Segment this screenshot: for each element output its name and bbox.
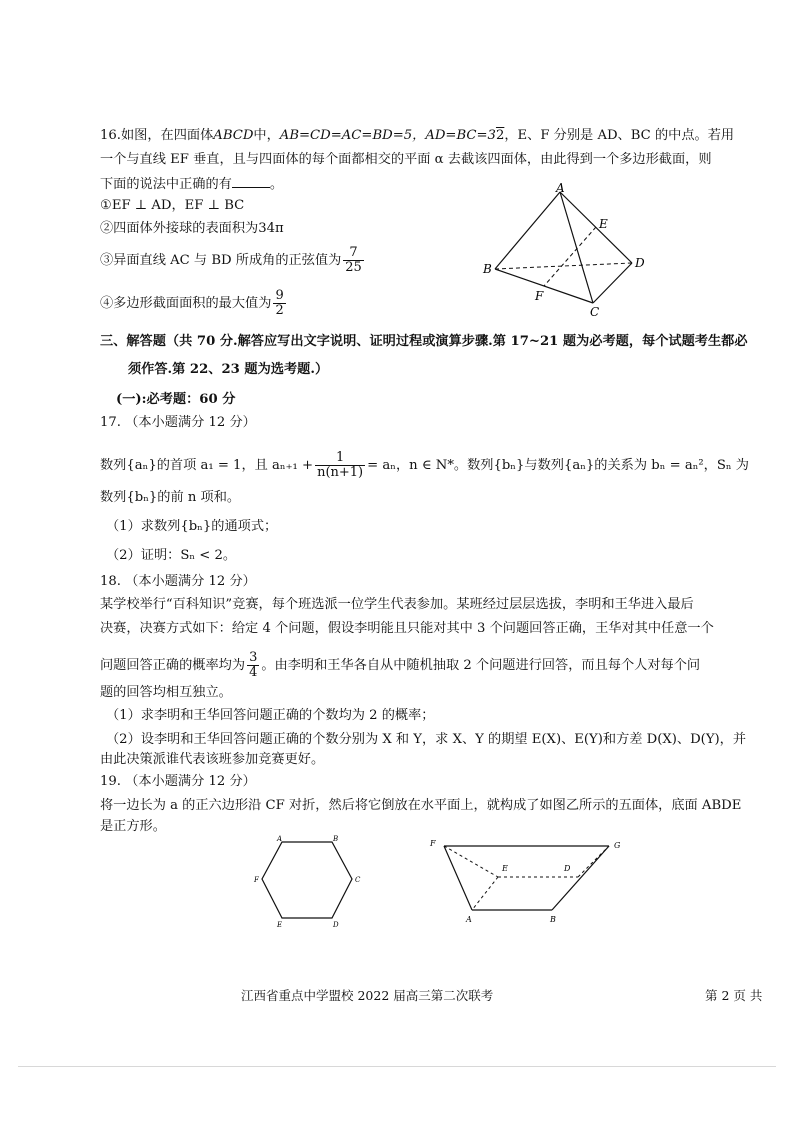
solid-label-B: B — [550, 915, 556, 924]
q18-line4: 题的回答均相互独立。 — [100, 685, 232, 700]
answer-blank — [232, 175, 270, 188]
label-D: D — [635, 256, 645, 270]
footer-page-number: 第 2 页 共 — [705, 988, 763, 1003]
label-B: B — [483, 262, 492, 276]
hexagon-figure — [252, 832, 362, 932]
page-divider — [18, 1066, 776, 1067]
tetrahedron-figure — [480, 182, 660, 317]
solid-label-G: G — [614, 841, 621, 850]
q16-option-2: ②四面体外接球的表面积为34π — [100, 221, 284, 236]
q18-heading: 18. （本小题满分 12 分） — [100, 574, 256, 589]
q18-part2: （2）设李明和王华回答问题正确的个数分别为 X 和 Y，求 X、Y 的期望 E(X)、E(Y)和方差 D(X)、D(Y)，并 — [106, 732, 747, 747]
q16-option-4: ④多边形截面面积的最大值为 $\frac{9}{2}$ — [100, 288, 284, 318]
q18-part1: （1）求李明和王华回答问题正确的个数均为 2 的概率； — [106, 708, 435, 723]
q17-line1: 数列{aₙ}的首项 a₁ = 1，且 aₙ₊₁ + $\frac{1}{n(n+1)}$ = aₙ，n ∈ N*。数列{bₙ}与数列{aₙ}的关系为 bₙ = aₙ²，Sₙ 为 — [100, 450, 749, 480]
q16-line3: 下面的说法中正确的有 。 — [100, 177, 284, 192]
hex-label-A: A — [277, 835, 283, 843]
q16-line1: 16.如图，在四面体ABCD中，AB=CD=AC=BD=5，AD=BC=32，E、F 分别是 AD、BC 的中点。若用 — [100, 128, 735, 143]
q18-line1: 某学校举行“百科知识”竞赛，每个班选派一位学生代表参加。某班经过层层选拔，李明和王华进入最后 — [100, 597, 694, 612]
q18-part2-cont: 由此决策派谁代表该班参加竞赛更好。 — [100, 752, 325, 767]
q17-part1: （1）求数列{bₙ}的通项式； — [106, 519, 278, 534]
solid-label-D: D — [564, 864, 571, 873]
q16-option-3: ③异面直线 AC 与 BD 所成角的正弦值为 $\frac{7}{25}$ — [100, 245, 362, 275]
q18-line3: 问题回答正确的概率均为 $\frac{3}{4}$ 。由李明和王华各自从中随机抽取 2 个问题进行回答，而且每个人对每个问 — [100, 650, 701, 680]
q17-heading: 17. （本小题满分 12 分） — [100, 415, 256, 430]
solid-label-F: F — [430, 839, 436, 848]
hex-label-E: E — [277, 921, 283, 929]
hex-label-D: D — [333, 921, 339, 929]
q16-line2: 一个与直线 EF 垂直，且与四面体的每个面都相交的平面 α 去截该四面体，由此得到一个多边形截面，则 — [100, 152, 712, 167]
solid-label-E: E — [502, 864, 508, 873]
hex-label-F: F — [254, 876, 259, 884]
pentahedron-figure — [422, 832, 632, 927]
q18-line2: 决赛，决赛方式如下：给定 4 个问题，假设李明能且只能对其中 3 个问题回答正确，王华对其中任意一个 — [100, 621, 714, 636]
label-F: F — [535, 289, 544, 303]
label-E: E — [599, 217, 608, 231]
label-A: A — [556, 182, 565, 195]
hex-label-C: C — [355, 876, 361, 884]
q17-part2: （2）证明：Sₙ < 2。 — [106, 548, 237, 563]
q19-line2: 是正方形。 — [100, 819, 166, 834]
q19-line1: 将一边长为 a 的正六边形沿 CF 对折，然后将它倒放在水平面上，就构成了如图乙所示的五面体，底面 ABDE — [100, 798, 742, 813]
section3-line1: 三、解答题（共 70 分.解答应写出文字说明、证明过程或演算步骤.第 17~21 题为必考题，每个试题考生都必 — [100, 334, 748, 349]
section3-subheading: (一):必考题：60 分 — [116, 392, 236, 407]
footer-exam-title: 江西省重点中学盟校 2022 届高三第二次联考 — [241, 988, 494, 1003]
q17-line2: 数列{bₙ}的前 n 项和。 — [100, 490, 241, 505]
hex-label-B: B — [333, 835, 339, 843]
label-C: C — [590, 305, 600, 317]
q16-option-1: ①EF ⊥ AD，EF ⊥ BC — [100, 198, 245, 213]
section3-line2: 须作答.第 22、23 题为选考题.） — [128, 362, 329, 377]
q19-heading: 19. （本小题满分 12 分） — [100, 774, 256, 789]
solid-label-A: A — [466, 915, 472, 924]
